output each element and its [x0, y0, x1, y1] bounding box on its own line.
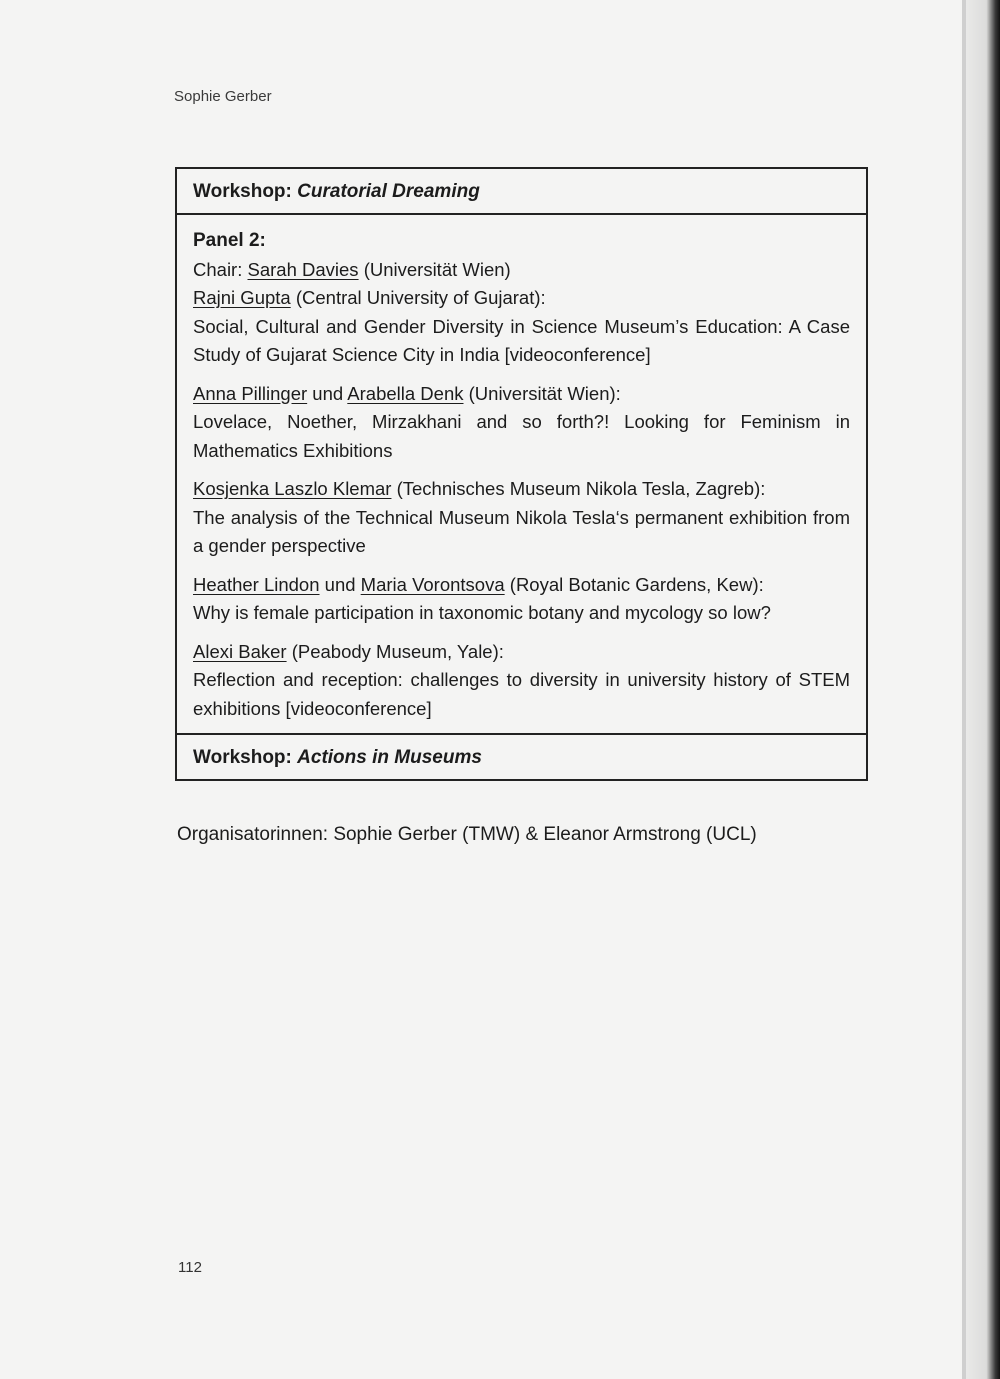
workshop2-heading	[177, 733, 866, 779]
panel-title: Panel 2:	[193, 230, 266, 251]
talk-title: Social, Cultural and Gender Diversity in Science Museum’s Education: A Case Study of Gujarat Science City in India [videoconference]	[193, 315, 850, 365]
chair-name: Sarah Davies	[247, 258, 359, 280]
page-number: 112	[178, 1259, 202, 1276]
speaker-affiliation: (Universität Wien):	[468, 382, 621, 404]
program-box	[175, 167, 868, 781]
speaker-affiliation: (Central University of Gujarat):	[295, 287, 546, 308]
talk-title: The analysis of the Technical Museum Nikola Tesla‘s permanent exhibition from a gender perspective	[193, 506, 850, 556]
speaker-affiliation: (Peabody Museum, Yale):	[291, 640, 504, 662]
workshop2-label: Workshop:	[193, 747, 292, 768]
talk-entry	[193, 571, 850, 628]
talk-entry	[193, 638, 850, 724]
chair-line	[193, 256, 850, 285]
book-gutter	[966, 0, 1000, 1379]
speaker-name: Kosjenka Laszlo Klemar	[193, 478, 392, 499]
organisers-line: Organisatorinnen: Sophie Gerber (TMW) & Eleanor Armstrong (UCL)	[177, 824, 757, 845]
talk-entry	[193, 380, 850, 466]
speaker-line	[193, 475, 850, 504]
panel-body	[177, 215, 866, 733]
speaker-name: Maria Vorontsova	[360, 573, 505, 595]
talk-entry	[193, 284, 850, 370]
talk-title: Why is female participation in taxonomic botany and mycology so low?	[193, 602, 771, 623]
workshop2-title: Actions in Museums	[297, 747, 482, 768]
speaker-affiliation: (Technisches Museum Nikola Tesla, Zagreb):	[396, 478, 766, 499]
conjunction: und	[324, 573, 356, 595]
workshop-heading	[177, 169, 866, 215]
speaker-name: Anna Pillinger	[193, 382, 308, 404]
speaker-name: Alexi Baker	[193, 640, 287, 662]
workshop-title: Curatorial Dreaming	[297, 181, 480, 202]
speaker-name: Heather Lindon	[193, 573, 320, 595]
chair-label: Chair:	[193, 258, 243, 280]
talk-title: Reflection and reception: challenges to diversity in university history of STEM exhibitions [videoconference]	[193, 669, 850, 719]
speaker-name: Rajni Gupta	[193, 287, 291, 308]
workshop-label: Workshop:	[193, 181, 292, 202]
running-head: Sophie Gerber	[174, 88, 272, 105]
chair-affiliation: (Universität Wien)	[363, 258, 511, 280]
speaker-line	[193, 380, 850, 409]
talk-title: Lovelace, Noether, Mirzakhani and so forth?! Looking for Feminism in Mathematics Exhibitions	[193, 411, 850, 461]
speaker-affiliation: (Royal Botanic Gardens, Kew):	[509, 573, 764, 595]
speaker-line	[193, 571, 850, 600]
speaker-line	[193, 638, 850, 667]
speaker-name: Arabella Denk	[347, 382, 464, 404]
talk-entry	[193, 475, 850, 561]
speaker-line	[193, 284, 850, 313]
conjunction: und	[312, 382, 344, 404]
